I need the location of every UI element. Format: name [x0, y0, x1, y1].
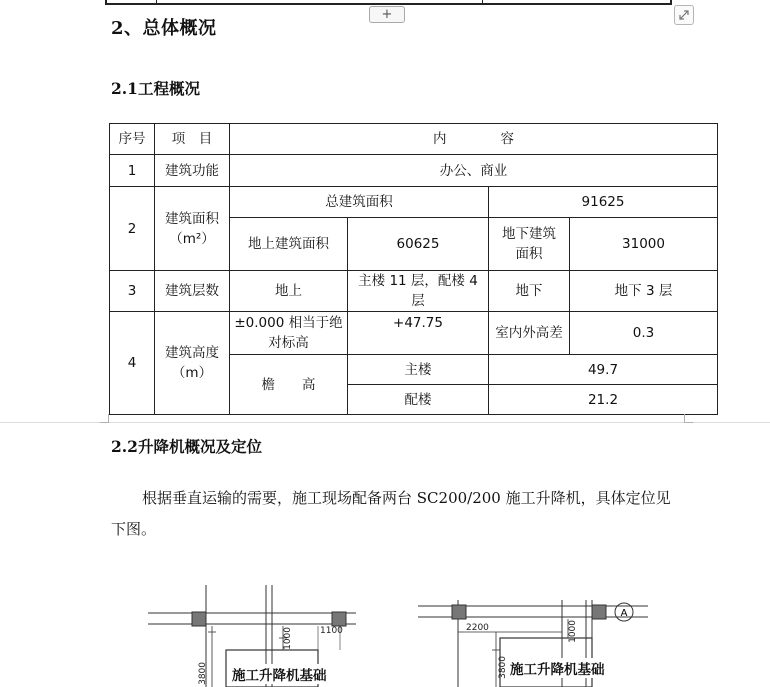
cell-main-value: 49.7 [489, 355, 718, 385]
cell-above-area-label: 地上建筑面积 [230, 218, 348, 271]
cell-item-line: 建筑面积 [165, 210, 219, 227]
cell-below-area-label [489, 218, 570, 271]
cell-item-unit: （m） [171, 365, 213, 381]
cell-total-area-value: 91625 [489, 187, 718, 218]
previous-table-bottom-edge [105, 0, 672, 5]
previous-table-column-line [482, 0, 483, 5]
dimension-label: 2200 [466, 623, 489, 633]
table-resize-button[interactable] [674, 5, 694, 25]
header-item: 项 目 [155, 124, 230, 155]
cell-item-line: 建筑高度 [165, 345, 219, 361]
add-row-button[interactable]: + [369, 6, 405, 23]
cell-above-area-value: 60625 [348, 218, 489, 271]
cell-label-line: 地下建筑 [502, 226, 556, 242]
cell-no: 1 [110, 155, 155, 187]
previous-table-column-line [156, 0, 157, 5]
header-no: 序号 [110, 124, 155, 155]
cell-item [155, 312, 230, 415]
hoist-foundation-label: 施工升降机基础 [232, 664, 327, 684]
cell-item [155, 187, 230, 271]
cell-item-unit: （m²） [169, 230, 215, 247]
cell-below-area-value: 31000 [570, 218, 718, 271]
hoist-location-figure-right [418, 570, 648, 687]
table-row [110, 271, 718, 312]
page-break-line [0, 422, 770, 423]
dimension-label: 1000 [283, 627, 293, 650]
page-margin-corner-mark [684, 414, 693, 423]
hoist-foundation-label: 施工升降机基础 [510, 658, 605, 678]
table-row [110, 155, 718, 187]
page-break [0, 418, 770, 427]
cell-total-area-label: 总建筑面积 [230, 187, 489, 218]
expand-arrows-icon [675, 6, 693, 24]
body-paragraph: 根据垂直运输的需要，施工现场配备两台 SC200/200 施工升降机，具体定位见下图。 [111, 489, 671, 538]
table-header-row [110, 124, 718, 155]
dimension-label: 1100 [320, 626, 343, 636]
cell-annex-value: 21.2 [489, 385, 718, 415]
cell-below-floors-value: 地下 3 层 [570, 271, 718, 312]
cell-no: 3 [110, 271, 155, 312]
table-row [110, 187, 718, 218]
cell-label-line: 面积 [515, 246, 543, 262]
dimension-label: 1000 [568, 620, 578, 643]
cell-no: 2 [110, 187, 155, 271]
subsection-title-hoist: 2.2升降机概况及定位 [111, 437, 262, 456]
cell-datum-value: +47.75 [348, 312, 489, 355]
dimension-label: 3800 [198, 662, 208, 685]
cell-no: 4 [110, 312, 155, 415]
cell-item: 建筑层数 [155, 271, 230, 312]
cell-function-value: 办公、商业 [230, 155, 718, 187]
cell-annex-label: 配楼 [348, 385, 489, 415]
cell-indoor-diff-value: 0.3 [570, 312, 718, 355]
cell-eave-label: 檐 高 [230, 355, 348, 415]
page-margin-corner-mark [100, 414, 109, 423]
cell-datum-label [230, 312, 348, 355]
cell-above-floors-value: 主楼 11 层，配楼 4 层 [348, 271, 489, 312]
dimension-label: 3800 [498, 656, 508, 679]
cell-indoor-diff-label: 室内外高差 [489, 312, 570, 355]
axis-label: A [620, 608, 628, 619]
hoist-location-figure-left [148, 570, 356, 687]
cell-label-line: 对标高 [268, 335, 309, 351]
section-title: 2、总体概况 [111, 18, 217, 39]
cell-main-label: 主楼 [348, 355, 489, 385]
cell-label-line: ±0.000 相当于绝 [234, 315, 343, 331]
table-row [110, 312, 718, 355]
project-overview-table [109, 123, 718, 415]
subsection-title-project-overview: 2.1工程概况 [111, 79, 200, 98]
header-content: 内 容 [230, 124, 718, 155]
cell-above-floors-label: 地上 [230, 271, 348, 312]
cell-below-floors-label: 地下 [489, 271, 570, 312]
cell-item: 建筑功能 [155, 155, 230, 187]
